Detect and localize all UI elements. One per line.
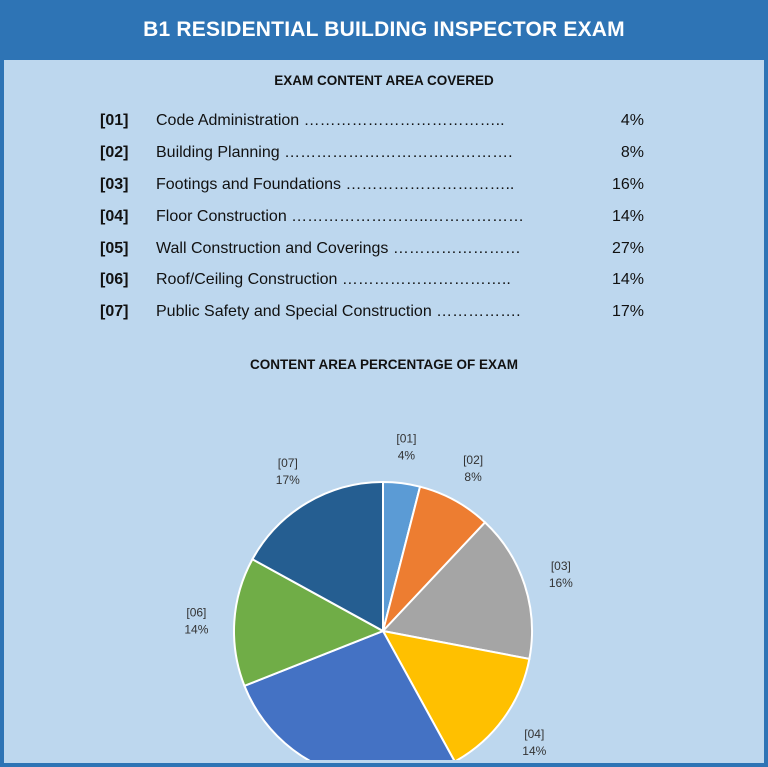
row-code: [06] xyxy=(100,271,129,289)
content-row-01 xyxy=(100,112,660,144)
slice-category-label: [03] xyxy=(550,559,571,574)
page-title: B1 RESIDENTIAL BUILDING INSPECTOR EXAM xyxy=(143,18,625,41)
content-area-title: EXAM CONTENT AREA COVERED xyxy=(274,73,494,88)
row-name: Footings and Foundations ………………………….. xyxy=(156,175,515,193)
row-percent: 27% xyxy=(611,239,644,257)
slice-value-label: 17% xyxy=(275,473,300,488)
row-name: Building Planning ……………………………………. xyxy=(156,143,513,161)
slice-value-label: 8% xyxy=(464,470,482,485)
slice-value-label: 16% xyxy=(548,576,573,591)
content-row-07 xyxy=(100,303,660,335)
row-name: Floor Construction ……………………..……………… xyxy=(156,207,525,225)
row-code: [02] xyxy=(100,143,129,161)
row-code: [04] xyxy=(100,207,129,225)
row-code: [07] xyxy=(100,303,129,321)
row-code: [01] xyxy=(100,112,129,129)
slice-category-label: [06] xyxy=(186,605,207,620)
row-name: Roof/Ceiling Construction ………………………….. xyxy=(156,271,511,289)
row-name: Wall Construction and Coverings …………………… xyxy=(156,239,521,257)
pie-chart xyxy=(4,360,764,760)
content-row-04 xyxy=(100,208,660,240)
row-name: Code Administration ……………………………….. xyxy=(156,112,505,129)
row-percent: 17% xyxy=(611,303,644,321)
row-percent: 14% xyxy=(611,271,644,289)
row-code: [03] xyxy=(100,175,129,193)
header-bar xyxy=(0,0,768,60)
content-row-06 xyxy=(100,271,660,303)
slice-category-label: [01] xyxy=(396,431,417,446)
row-code: [05] xyxy=(100,239,129,257)
content-row-03 xyxy=(100,176,660,208)
row-percent: 16% xyxy=(611,175,644,193)
row-percent: 14% xyxy=(611,207,644,225)
slice-value-label: 14% xyxy=(522,743,547,758)
row-percent: 4% xyxy=(620,112,644,129)
row-percent: 8% xyxy=(620,143,644,161)
content-row-02 xyxy=(100,144,660,176)
content-row-05 xyxy=(100,240,660,272)
slice-value-label: 4% xyxy=(397,448,416,463)
row-name: Public Safety and Special Construction ……………. xyxy=(156,303,521,321)
slice-category-label: [07] xyxy=(277,456,298,471)
chart-title: CONTENT AREA PERCENTAGE OF EXAM xyxy=(249,357,518,372)
slice-value-label: 14% xyxy=(184,622,209,637)
slice-category-label: [02] xyxy=(463,453,484,468)
content-panel xyxy=(4,60,764,763)
content-area-list xyxy=(100,112,660,335)
slice-category-label: [04] xyxy=(524,726,545,741)
